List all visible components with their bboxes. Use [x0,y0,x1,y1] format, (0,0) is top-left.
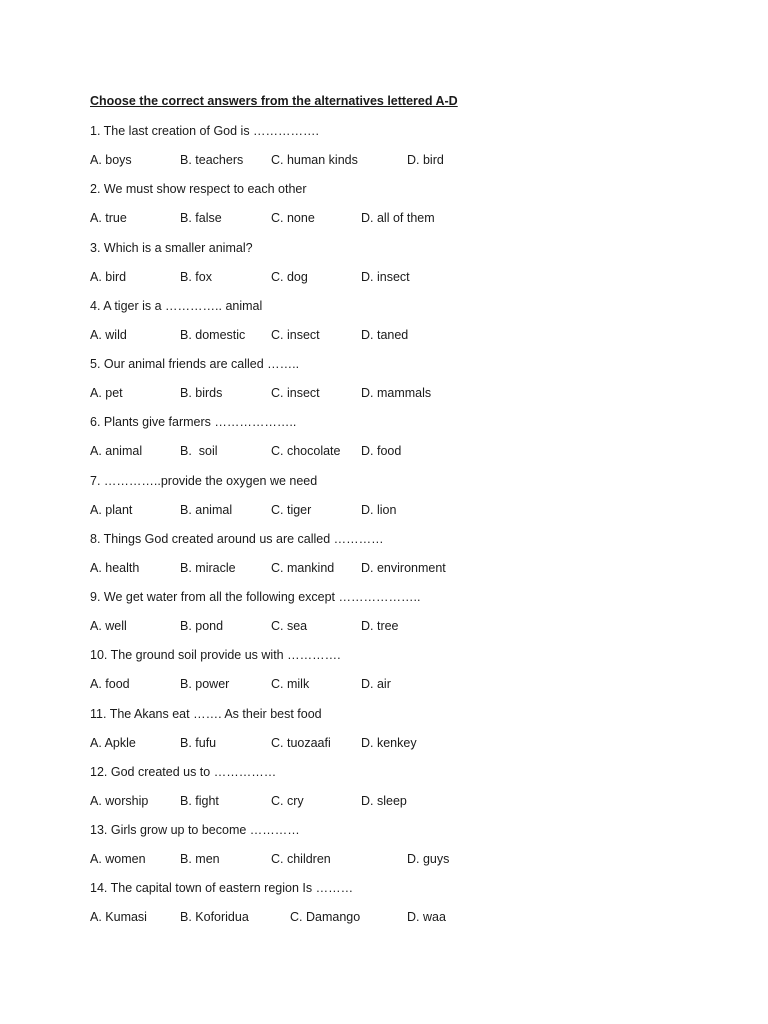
question-14: 14. The capital town of eastern region Is ……… [90,881,354,895]
question-8: 8. Things God created around us are called ………… [90,532,384,546]
option-b: B. false [180,211,222,225]
option-a: A. bird [90,270,127,284]
option-c: C. mankind [271,561,335,575]
option-c: C. none [271,211,315,225]
question-4: 4. A tiger is a ………….. animal [90,299,263,313]
option-c: C. tuozaafi [271,736,331,750]
question-3: 3. Which is a smaller animal? [90,241,253,255]
option-d: D. waa [407,910,446,924]
option-d: D. sleep [361,794,407,808]
option-c: C. Damango [290,910,361,924]
question-10: 10. The ground soil provide us with …………. [90,648,341,662]
question-13: 13. Girls grow up to become ………… [90,823,300,837]
option-a: A. boys [90,153,132,167]
option-d: D. insect [361,270,410,284]
option-a: A. food [90,677,130,691]
option-d: D. lion [361,503,397,517]
option-d: D. bird [407,153,444,167]
option-b: B. fufu [180,736,217,750]
option-c: C. insect [271,386,320,400]
option-d: D. air [361,677,391,691]
question-7: 7. …………..provide the oxygen we need [90,474,318,488]
option-c: C. human kinds [271,153,358,167]
option-b: B. soil [180,444,218,458]
option-d: D. all of them [361,211,435,225]
option-c: C. sea [271,619,308,633]
option-b: B. fight [180,794,219,808]
worksheet-heading: Choose the correct answers from the alternatives lettered A-D [90,94,458,108]
question-9: 9. We get water from all the following except ……………….. [90,590,421,604]
option-b: B. teachers [180,153,244,167]
question-6: 6. Plants give farmers ……………….. [90,415,297,429]
option-d: D. environment [361,561,446,575]
option-c: C. tiger [271,503,312,517]
question-11: 11. The Akans eat ……. As their best food [90,707,322,721]
option-a: A. wild [90,328,127,342]
option-b: B. domestic [180,328,246,342]
option-a: A. pet [90,386,123,400]
option-d: D. mammals [361,386,432,400]
question-5: 5. Our animal friends are called …….. [90,357,300,371]
option-b: B. birds [180,386,223,400]
option-d: D. kenkey [361,736,417,750]
option-b: B. men [180,852,220,866]
option-d: D. guys [407,852,450,866]
option-a: A. worship [90,794,149,808]
option-c: C. cry [271,794,304,808]
option-d: D. taned [361,328,409,342]
option-b: B. pond [180,619,224,633]
option-a: A. Kumasi [90,910,147,924]
question-12: 12. God created us to …………… [90,765,277,779]
option-a: A. women [90,852,146,866]
option-a: A. animal [90,444,143,458]
option-c: C. children [271,852,331,866]
option-c: C. milk [271,677,310,691]
option-c: C. insect [271,328,320,342]
option-a: A. health [90,561,140,575]
question-1: 1. The last creation of God is ……………. [90,124,320,138]
option-a: A. true [90,211,127,225]
option-a: A. plant [90,503,133,517]
option-b: B. animal [180,503,233,517]
option-c: C. dog [271,270,308,284]
option-b: B. miracle [180,561,236,575]
option-a: A. well [90,619,127,633]
option-d: D. food [361,444,402,458]
option-a: A. Apkle [90,736,136,750]
question-2: 2. We must show respect to each other [90,182,307,196]
option-b: B. fox [180,270,212,284]
option-b: B. Koforidua [180,910,249,924]
option-d: D. tree [361,619,399,633]
option-b: B. power [180,677,230,691]
option-c: C. chocolate [271,444,341,458]
